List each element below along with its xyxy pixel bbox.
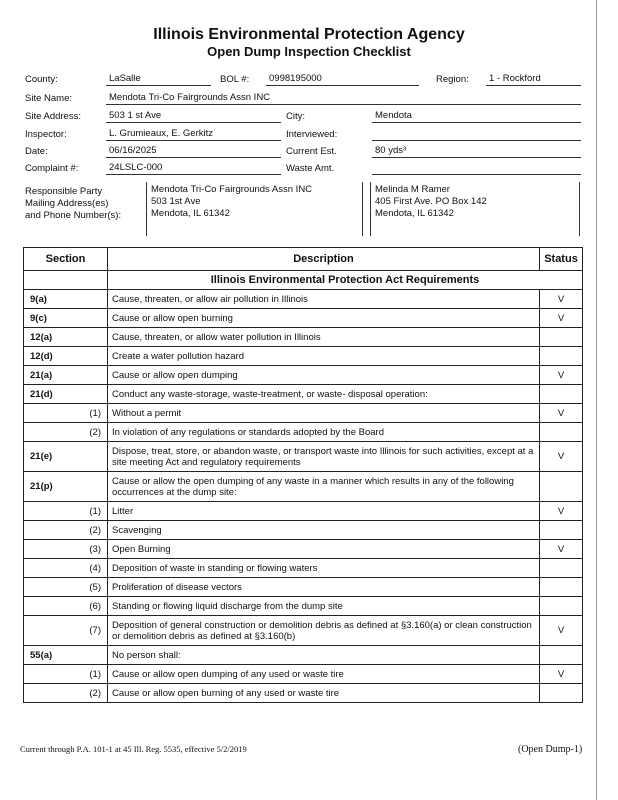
page-edge-line: [596, 0, 597, 800]
waste-amt-field[interactable]: [372, 162, 581, 175]
waste-amt-label: Waste Amt.: [286, 163, 335, 174]
table-row: [24, 290, 583, 309]
requirement-description: Cause or allow open burning: [108, 309, 540, 328]
table-row: [24, 366, 583, 385]
section-number: 21(p): [24, 472, 108, 502]
responsible-party-2[interactable]: Melinda M Ramer 405 First Ave. PO Box 142 Mendota, IL 61342: [375, 184, 487, 219]
table-row: [24, 423, 583, 442]
region-field[interactable]: 1 - Rockford: [486, 73, 581, 86]
status-cell[interactable]: [540, 684, 583, 703]
status-cell[interactable]: V: [540, 616, 583, 646]
status-cell[interactable]: V: [540, 502, 583, 521]
subsection-number: (2): [24, 521, 108, 540]
section-number: 55(a): [24, 646, 108, 665]
status-cell[interactable]: V: [540, 442, 583, 472]
complaint-label: Complaint #:: [25, 163, 79, 174]
status-cell[interactable]: V: [540, 404, 583, 423]
table-row: [24, 578, 583, 597]
requirement-description: In violation of any regulations or standards adopted by the Board: [108, 423, 540, 442]
section-number: 21(d): [24, 385, 108, 404]
status-cell[interactable]: V: [540, 366, 583, 385]
agency-title: Illinois Environmental Protection Agency: [153, 26, 465, 43]
bol-field[interactable]: 0998195000: [266, 73, 419, 86]
site-address-field[interactable]: 503 1 st Ave: [106, 110, 281, 123]
table-row: [24, 442, 583, 472]
section-number: 9(a): [24, 290, 108, 309]
requirement-description: Cause or allow open dumping: [108, 366, 540, 385]
inspector-label: Inspector:: [25, 129, 67, 140]
section-number: 21(e): [24, 442, 108, 472]
table-row: [24, 540, 583, 559]
inspector-field[interactable]: L. Grumieaux, E. Gerkitz: [106, 128, 281, 141]
status-cell[interactable]: [540, 472, 583, 502]
requirement-description: Deposition of general construction or demolition debris as defined at §3.160(a) or clean construction or demolition debris as defined at §3.160(b): [108, 616, 540, 646]
status-cell[interactable]: [540, 597, 583, 616]
subsection-number: (1): [24, 404, 108, 423]
status-cell[interactable]: [540, 385, 583, 404]
requirement-description: Without a permit: [108, 404, 540, 423]
site-name-field[interactable]: Mendota Tri-Co Fairgrounds Assn INC: [106, 92, 581, 105]
responsible-party-box-2: [370, 182, 580, 236]
table-row: [24, 404, 583, 423]
requirement-description: Create a water pollution hazard: [108, 347, 540, 366]
site-name-label: Site Name:: [25, 93, 72, 104]
table-row: [24, 616, 583, 646]
table-row: [24, 309, 583, 328]
table-row: [24, 646, 583, 665]
status-cell[interactable]: [540, 347, 583, 366]
footer-form-id: (Open Dump-1): [518, 744, 583, 755]
requirement-description: Cause, threaten, or allow water pollution in Illinois: [108, 328, 540, 347]
description-column-header: Description: [108, 248, 540, 271]
requirements-table: [23, 247, 583, 703]
complaint-field[interactable]: 24LSLC-000: [106, 162, 281, 175]
table-row: [24, 597, 583, 616]
requirement-description: Cause or allow the open dumping of any waste in a manner which results in any of the following occurrences at the dump site:: [108, 472, 540, 502]
status-cell[interactable]: V: [540, 540, 583, 559]
table-row: [24, 665, 583, 684]
status-cell[interactable]: [540, 578, 583, 597]
city-label: City:: [286, 111, 305, 122]
requirement-description: Open Burning: [108, 540, 540, 559]
requirement-description: Conduct any waste-storage, waste-treatment, or waste- disposal operation:: [108, 385, 540, 404]
requirement-description: Scavenging: [108, 521, 540, 540]
status-cell[interactable]: [540, 423, 583, 442]
section-number: 9(c): [24, 309, 108, 328]
table-row: [24, 472, 583, 502]
subsection-number: (1): [24, 502, 108, 521]
table-row: [24, 684, 583, 703]
table-row: [24, 559, 583, 578]
subsection-number: (5): [24, 578, 108, 597]
table-row: [24, 521, 583, 540]
act-requirements-subheading: Illinois Environmental Protection Act Requirements: [108, 271, 583, 290]
requirement-description: Cause or allow open dumping of any used or waste tire: [108, 665, 540, 684]
section-column-header: Section: [24, 248, 108, 271]
city-field[interactable]: Mendota: [372, 110, 581, 123]
section-number: 12(a): [24, 328, 108, 347]
county-field[interactable]: LaSalle: [106, 73, 211, 86]
status-cell[interactable]: [540, 521, 583, 540]
table-row: [24, 347, 583, 366]
status-cell[interactable]: [540, 646, 583, 665]
subsection-number: (6): [24, 597, 108, 616]
requirement-description: Litter: [108, 502, 540, 521]
interviewed-field[interactable]: [372, 128, 581, 141]
site-address-label: Site Address:: [25, 111, 81, 122]
checklist-title: Open Dump Inspection Checklist: [207, 44, 411, 59]
status-cell[interactable]: V: [540, 309, 583, 328]
responsible-party-1[interactable]: Mendota Tri-Co Fairgrounds Assn INC 503 1st Ave Mendota, IL 61342: [151, 184, 313, 219]
status-cell[interactable]: V: [540, 290, 583, 309]
status-column-header: Status: [540, 248, 583, 271]
requirement-description: Standing or flowing liquid discharge from the dump site: [108, 597, 540, 616]
table-row: [24, 385, 583, 404]
subsection-number: (1): [24, 665, 108, 684]
bol-label: BOL #:: [220, 74, 250, 85]
requirement-description: Cause or allow open burning of any used or waste tire: [108, 684, 540, 703]
subsection-number: (4): [24, 559, 108, 578]
requirement-description: Cause, threaten, or allow air pollution in Illinois: [108, 290, 540, 309]
date-field[interactable]: 06/16/2025: [106, 145, 281, 158]
table-row: [24, 328, 583, 347]
county-label: County:: [25, 74, 58, 85]
current-est-label: Current Est.: [286, 146, 337, 157]
requirement-description: Deposition of waste in standing or flowing waters: [108, 559, 540, 578]
date-label: Date:: [25, 146, 48, 157]
status-cell[interactable]: V: [540, 665, 583, 684]
responsible-party-label: Responsible Party Mailing Address(es) and Phone Number(s):: [25, 186, 122, 221]
subsection-number: (7): [24, 616, 108, 646]
interviewed-label: Interviewed:: [286, 129, 338, 140]
footer-citation: Current through P.A. 101-1 at 45 Ill. Reg. 5535, effective 5/2/2019: [20, 744, 247, 754]
subsection-number: (2): [24, 423, 108, 442]
current-est-field[interactable]: 80 yds³: [372, 145, 581, 158]
table-row: [24, 502, 583, 521]
region-label: Region:: [436, 74, 469, 85]
subsection-number: (2): [24, 684, 108, 703]
requirement-description: No person shall:: [108, 646, 540, 665]
requirement-description: Proliferation of disease vectors: [108, 578, 540, 597]
requirement-description: Dispose, treat, store, or abandon waste, or transport waste into Illinois for such activities, except at a site meeting Act and regulatory requirements: [108, 442, 540, 472]
section-number: 12(d): [24, 347, 108, 366]
responsible-party-box-1: [146, 182, 363, 236]
status-cell[interactable]: [540, 559, 583, 578]
status-cell[interactable]: [540, 328, 583, 347]
subsection-number: (3): [24, 540, 108, 559]
section-number: 21(a): [24, 366, 108, 385]
